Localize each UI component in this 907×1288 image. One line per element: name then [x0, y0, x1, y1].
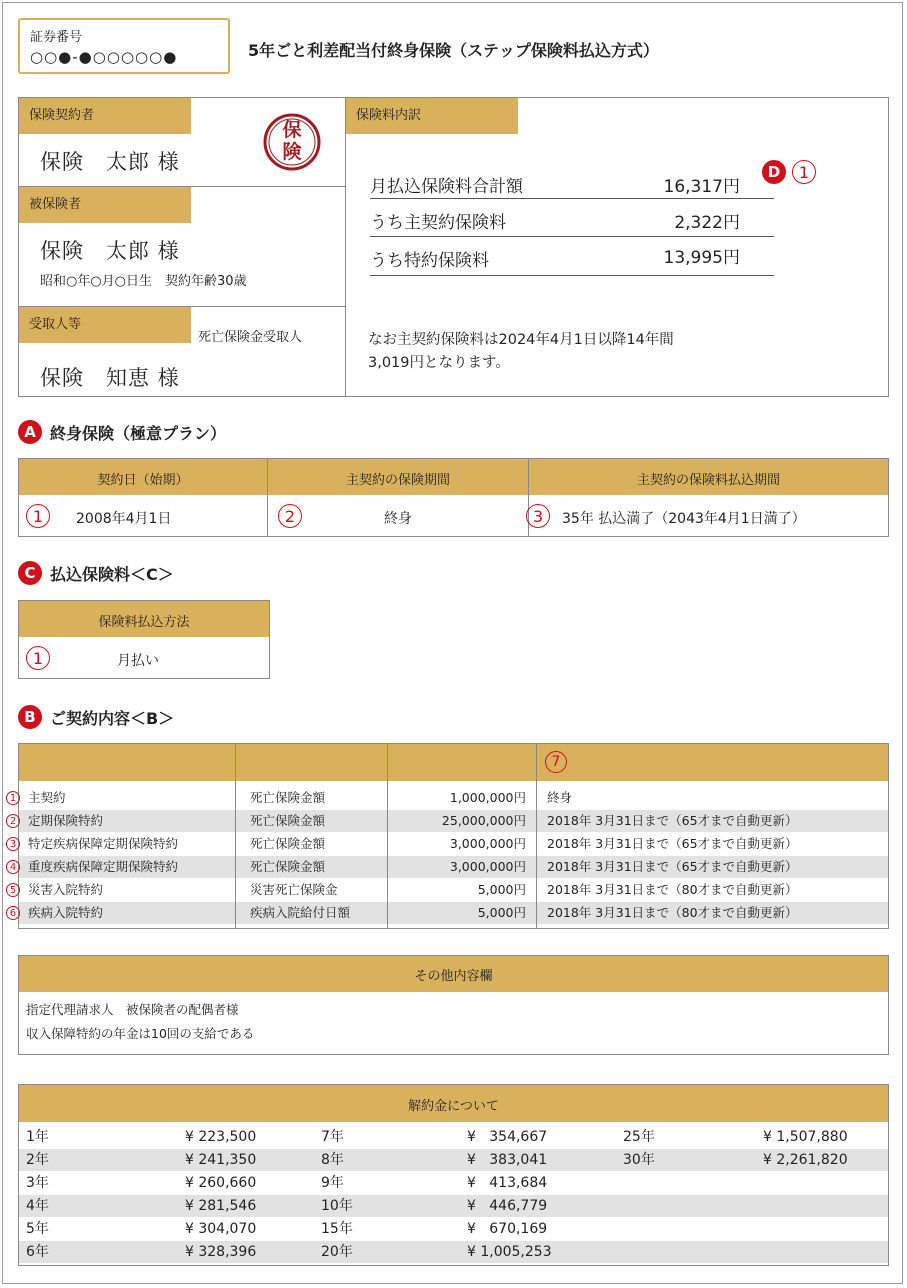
contract-type: 災害死亡保険金 [250, 882, 338, 897]
badge-b-icon: B [18, 705, 42, 729]
circled-number: 3 [6, 837, 20, 851]
value-payment-period: 35年 払込満了（2043年4月1日満了） [562, 511, 806, 527]
surrender-year: 1年 [26, 1129, 49, 1145]
contract-period: 2018年 3月31日まで（80才まで自動更新） [547, 882, 798, 897]
header-period: 主契約の保険期間 [345, 473, 450, 488]
contract-row [9, 902, 888, 924]
surrender-value: ¥ 383,041 [467, 1152, 548, 1168]
certificate-number: ○○●-●○○○○○● [30, 48, 178, 66]
surrender-value: ¥ 260,660 [185, 1175, 257, 1191]
contract-name: 定期保険特約 [28, 813, 104, 828]
certificate-label: 証券番号 [30, 30, 83, 45]
surrender-row [19, 1126, 888, 1148]
surrender-value: ¥ 1,005,253 [467, 1244, 552, 1260]
premium-row-name: うち特約保険料 [370, 251, 489, 271]
beneficiary-name: 保険 知恵 様 [40, 366, 180, 390]
contract-type: 疾病入院給付日額 [250, 905, 351, 920]
premium-row-3 [370, 237, 774, 276]
surrender-row [19, 1172, 888, 1194]
other-line-1: 指定代理請求人 被保険者の配偶者様 [26, 1002, 239, 1017]
contract-amount: 25,000,000円 [441, 813, 526, 828]
beneficiary-type: 死亡保険金受取人 [198, 330, 303, 345]
contract-name: 主契約 [28, 790, 66, 805]
circled-number: 1 [792, 160, 816, 184]
surrender-value: ¥ 446,779 [467, 1198, 548, 1214]
surrender-year: 5年 [26, 1221, 49, 1237]
insured-label: 被保険者 [19, 187, 191, 223]
surrender-year: 9年 [321, 1175, 344, 1191]
contract-amount: 5,000円 [477, 882, 526, 897]
policyholder-name: 保険 太郎 様 [40, 150, 180, 174]
value-period: 終身 [384, 511, 412, 527]
circled-number: 4 [6, 860, 20, 874]
surrender-row [19, 1149, 888, 1171]
col-sep [387, 743, 388, 929]
contract-period: 2018年 3月31日まで（65才まで自動更新） [547, 813, 798, 828]
section-b-label: ご契約内容＜B＞ [50, 708, 175, 728]
premium-badge-d [762, 160, 816, 184]
circled-number: 6 [6, 906, 20, 920]
col-sep [235, 743, 236, 929]
surrender-value: ¥ 304,070 [185, 1221, 257, 1237]
surrender-year: 20年 [321, 1244, 353, 1260]
surrender-value: ¥ 413,684 [467, 1175, 548, 1191]
premium-row-amount: 13,995円 [663, 248, 740, 268]
surrender-year: 4年 [26, 1198, 49, 1214]
contract-name: 災害入院特約 [28, 882, 104, 897]
surrender-row [19, 1195, 888, 1217]
section-a-label: 終身保険（極意プラン） [50, 423, 227, 443]
premium-row-amount: 16,317円 [663, 177, 740, 197]
premium-note-1: なお主契約保険料は2024年4月1日以降14年間 [368, 332, 674, 348]
surrender-header: 解約金について [408, 1099, 499, 1114]
badge-c-icon: C [18, 561, 42, 585]
surrender-year: 8年 [321, 1152, 344, 1168]
other-line-2: 収入保障特約の年金は10回の支給である [26, 1026, 255, 1041]
insured-name: 保険 太郎 様 [40, 239, 180, 263]
surrender-year: 30年 [623, 1152, 655, 1168]
surrender-value: ¥ 354,667 [467, 1129, 548, 1145]
section-c-label: 払込保険料＜C＞ [50, 564, 174, 584]
surrender-year: 15年 [321, 1221, 353, 1237]
header-payment-period: 主契約の保険料払込期間 [636, 473, 780, 488]
contract-type: 死亡保険金額 [250, 813, 326, 828]
surrender-year: 10年 [321, 1198, 353, 1214]
premium-row-name: 月払込保険料合計額 [370, 177, 523, 197]
circled-number: 2 [278, 504, 302, 528]
surrender-year: 7年 [321, 1129, 344, 1145]
contract-amount: 1,000,000円 [449, 790, 526, 805]
contract-type: 死亡保険金額 [250, 859, 326, 874]
circled-number: 3 [526, 504, 550, 528]
header-start-date: 契約日（始期） [97, 473, 189, 488]
contract-amount: 3,000,000円 [449, 836, 526, 851]
seal-text: 保険 [282, 119, 302, 163]
contract-period: 終身 [547, 790, 573, 805]
other-header: その他内容欄 [414, 969, 493, 984]
surrender-row [19, 1218, 888, 1240]
premium-row-amount: 2,322円 [674, 213, 740, 233]
contract-amount: 3,000,000円 [449, 859, 526, 874]
contract-period: 2018年 3月31日まで（65才まで自動更新） [547, 836, 798, 851]
section-c-title [18, 561, 174, 585]
contract-name: 疾病入院特約 [28, 905, 104, 920]
section-a-title [18, 420, 226, 444]
circled-number: 1 [26, 504, 50, 528]
premium-row-2 [370, 199, 774, 237]
badge-d-icon: D [762, 160, 786, 184]
surrender-value: ¥ 670,169 [467, 1221, 548, 1237]
certificate-number-box [18, 18, 230, 74]
badge-a-icon: A [18, 420, 42, 444]
seal-stamp [262, 112, 322, 172]
premium-row-1 [370, 164, 774, 199]
contract-period: 2018年 3月31日まで（80才まで自動更新） [547, 905, 798, 920]
contract-name: 特定疾病保障定期保険特約 [28, 836, 179, 851]
surrender-year: 25年 [623, 1129, 655, 1145]
circled-number: 1 [26, 646, 50, 670]
contract-row [9, 787, 888, 809]
circled-number: 2 [6, 814, 20, 828]
surrender-value: ¥ 241,350 [185, 1152, 257, 1168]
surrender-year: 6年 [26, 1244, 49, 1260]
premium-label: 保険料内訳 [346, 98, 518, 134]
value-start-date: 2008年4月1日 [76, 511, 172, 527]
premium-row-name: うち主契約保険料 [370, 213, 506, 233]
premium-note-2: 3,019円となります。 [368, 355, 510, 371]
section-b-title [18, 705, 174, 729]
page-title: 5年ごと利差配当付終身保険（ステップ保険料払込方式） [248, 41, 659, 60]
contract-row [9, 879, 888, 901]
circled-number: 1 [6, 791, 20, 805]
contract-row [9, 856, 888, 878]
surrender-year: 2年 [26, 1152, 49, 1168]
contract-period: 2018年 3月31日まで（65才まで自動更新） [547, 859, 798, 874]
circled-number: 5 [6, 883, 20, 897]
surrender-value: ¥ 2,261,820 [763, 1152, 848, 1168]
contract-name: 重度疾病保障定期保険特約 [28, 859, 179, 874]
insured-birth: 昭和○年○月○日生 契約年齢30歳 [40, 274, 247, 289]
panel-divider [345, 97, 346, 397]
contract-type: 死亡保険金額 [250, 790, 326, 805]
col-sep [536, 743, 537, 929]
contract-type: 死亡保険金額 [250, 836, 326, 851]
beneficiary-label: 受取人等 [19, 307, 191, 343]
surrender-year: 3年 [26, 1175, 49, 1191]
contract-row [9, 833, 888, 855]
surrender-value: ¥ 1,507,880 [763, 1129, 848, 1145]
surrender-row [19, 1241, 888, 1263]
surrender-value: ¥ 328,396 [185, 1244, 257, 1260]
surrender-value: ¥ 223,500 [185, 1129, 257, 1145]
value-payment-method: 月払い [117, 653, 159, 669]
contract-amount: 5,000円 [477, 905, 526, 920]
section-b-header-bg [19, 744, 888, 781]
surrender-value: ¥ 281,546 [185, 1198, 257, 1214]
header-payment-method: 保険料払込方法 [98, 615, 190, 630]
policyholder-label: 保険契約者 [19, 98, 191, 134]
circled-number: 7 [545, 751, 567, 773]
contract-row [9, 810, 888, 832]
